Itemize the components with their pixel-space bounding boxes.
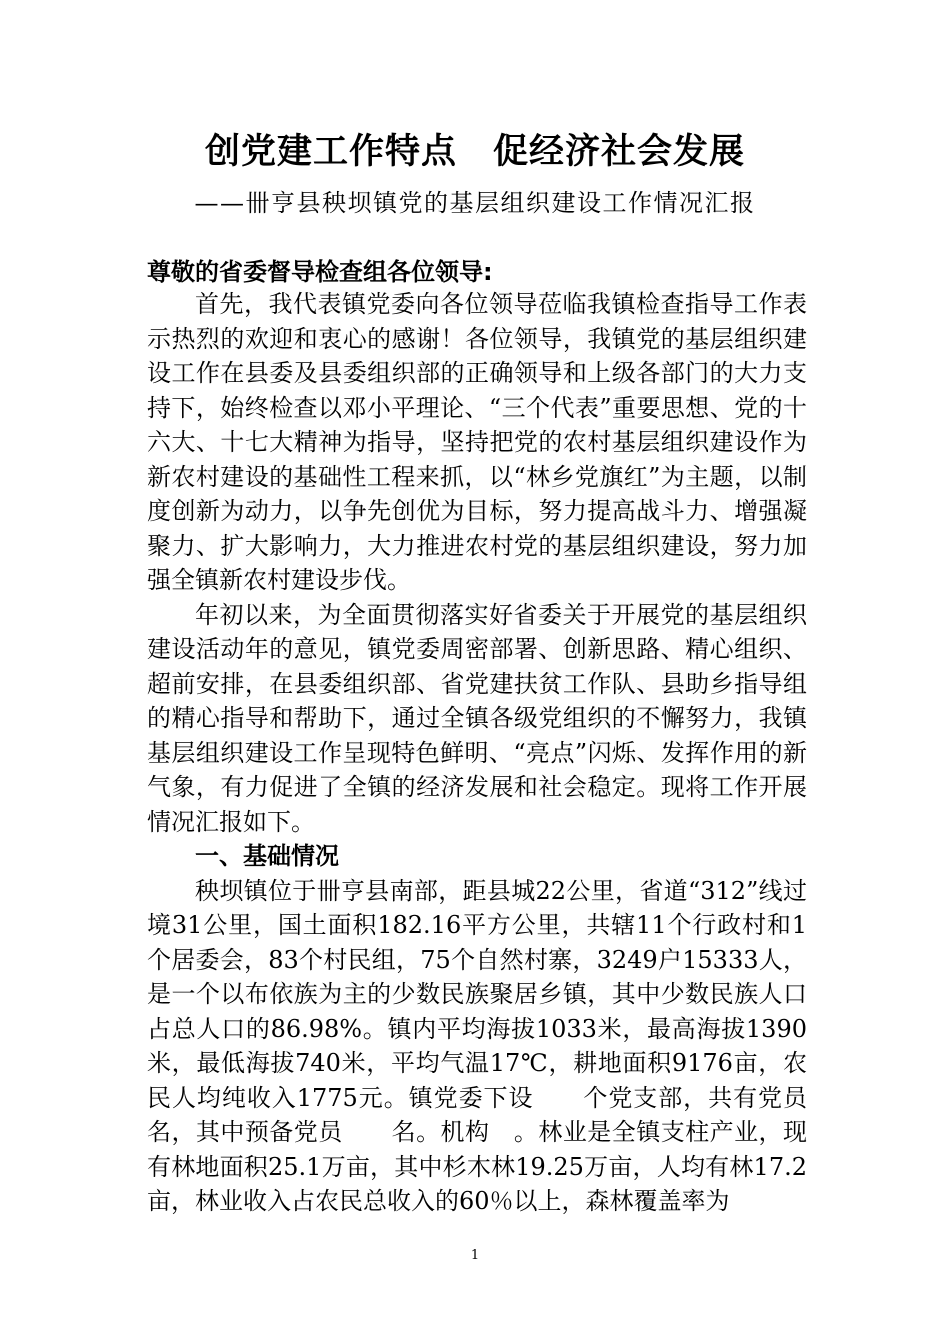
paragraph: 年初以来，为全面贯彻落实好省委关于开展党的基层组织建设活动年的意见，镇党委周密部署、创新思路、精心组织、超前安排，在县委组织部、省党建扶贫工作队、县助乡指导组的精心指导和帮助下，通过全镇各级党组织的不懈努力，我镇基层组织建设工作呈现特色鲜明、“亮点”闪烁、发挥作用的新气象，有力促进了全镇的经济发展和社会稳定。现将工作开展情况汇报如下。 xyxy=(147,600,807,836)
paragraph: 秧坝镇位于卌亨县南部，距县城22公里，省道“312”线过境31公里，国土面积182.16平方公里，共辖11个行政村和1个居委会，83个村民组，75个自然村寨，3249户15333人，是一个以布依族为主的少数民族聚居乡镇，其中少数民族人口占总人口的86.98%。镇内平均海拔1033米，最高海拔1390米，最低海拔740米，平均气温17℃，耕地面积9176亩，农民人均纯收入1775元。镇党委下设 个党支部，共有党员 名，其中预备党员 名。机构 。林业是全镇支柱产业，现有林地面积25.1万亩，其中杉木林19.25万亩，人均有林17.2亩，林业收入占农民总收入的60％以上，森林覆盖率为 xyxy=(147,876,855,1215)
salutation: 尊敬的省委督导检查组各位领导: xyxy=(147,258,493,286)
page-number: 1 xyxy=(470,1248,480,1263)
document-title: 创党建工作特点 促经济社会发展 xyxy=(204,132,745,172)
section-heading: 一、基础情况 xyxy=(195,842,339,870)
document-subtitle: ——卌亨县秧坝镇党的基层组织建设工作情况汇报 xyxy=(194,189,756,217)
document-body xyxy=(147,287,855,1219)
paragraph: 首先，我代表镇党委向各位领导莅临我镇检查指导工作表示热烈的欢迎和衷心的感谢！各位领导，我镇党的基层组织建设工作在县委及县委组织部的正确领导和上级各部门的大力支持下，始终检查以邓小平理论、“三个代表”重要思想、党的十六大、十七大精神为指导，坚持把党的农村基层组织建设作为新农村建设的基础性工程来抓，以“林乡党旗红”为主题，以制度创新为动力，以争先创优为目标，努力提高战斗力、增强凝聚力、扩大影响力，大力推进农村党的基层组织建设，努力加强全镇新农村建设步伐。 xyxy=(147,290,807,594)
